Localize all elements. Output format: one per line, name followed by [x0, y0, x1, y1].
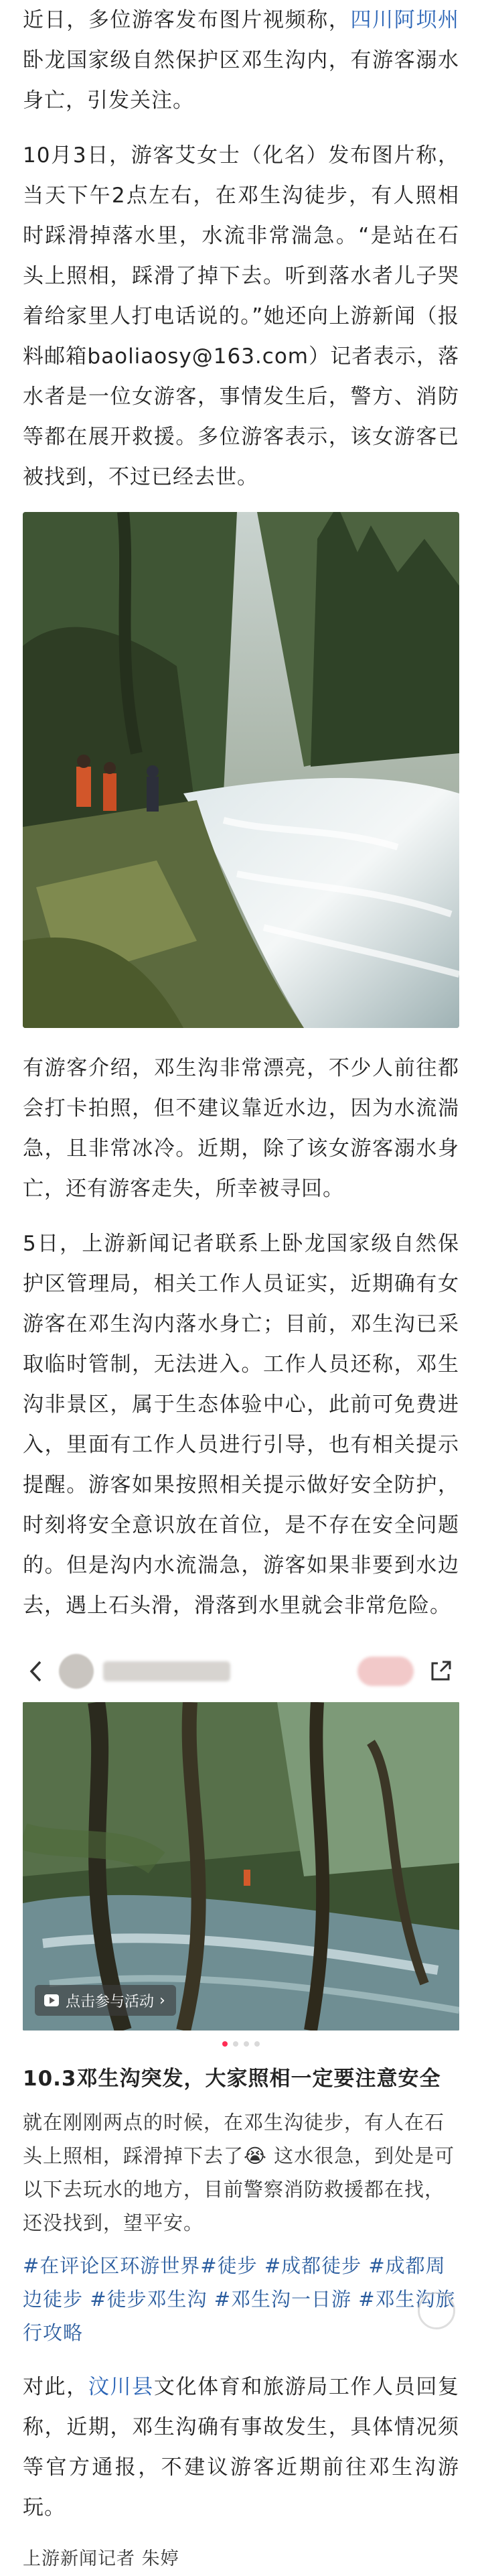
watermark-icon	[418, 2292, 455, 2329]
post-title: 10.3邓生沟突发，大家照相一定要注意安全	[23, 2067, 441, 2091]
article-paragraph-4: 5日，上游新闻记者联系上卧龙国家级自然保护区管理局，相关工作人员证实，近期确有女游客在邓生沟内落水身亡；目前，邓生沟已采取临时管制，无法进入。工作人员还称，邓生沟非景区，属于生态体验中心，此前可免费进入，里面有工作人员进行引导，也有相关提示提醒。游客如果按照相关提示做好安全防护，时刻将安全意识放在首位，是不存在安全问题的。但是沟内水流湍急，游客如果非要到水边去，遇上石头滑，滑落到水里就会非常危险。	[23, 1232, 459, 1618]
carousel-dot[interactable]	[233, 2041, 238, 2047]
embedded-social-post	[23, 1640, 459, 2349]
back-arrow-icon[interactable]	[23, 1658, 50, 1685]
location-link-aba[interactable]: 四川阿坝州	[350, 8, 460, 32]
carousel-dot[interactable]	[244, 2041, 249, 2047]
carousel-dot[interactable]	[222, 2041, 228, 2047]
post-image[interactable]	[23, 1702, 459, 2031]
paragraph-text: 卧龙国家级自然保护区邓生沟内，有游客溺水身亡，引发关注。	[23, 48, 459, 113]
river-rescue-photo	[23, 512, 459, 1028]
activity-label: 点击参与活动	[66, 1993, 155, 2010]
reporter-byline: 上游新闻记者 朱婷	[23, 2549, 179, 2569]
avatar[interactable]	[59, 1654, 94, 1689]
carousel-indicator	[23, 2031, 459, 2057]
follow-button-blurred[interactable]	[357, 1657, 414, 1686]
author-name-blurred	[103, 1661, 230, 1681]
article-paragraph-3: 有游客介绍，邓生沟非常漂亮，不少人前往都会打卡拍照，但不建议靠近水边，因为水流湍急，且非常冰冷。近期，除了该女游客溺水身亡，还有游客走失，所幸被寻回。	[23, 1056, 459, 1201]
post-body: 就在刚刚两点的时候，在邓生沟徒步，有人在石头上照相，踩滑掉下去了😭 这水很急，到处是可以下去玩水的地方，目前警察消防救援都在找，还没找到，望平安。	[23, 2111, 455, 2234]
location-link-wenchuan[interactable]: 汶川县	[88, 2375, 154, 2399]
article-paragraph-5	[23, 2367, 459, 2528]
chevron-right-icon: ›	[159, 1992, 165, 2009]
post-header	[23, 1640, 459, 1702]
play-icon	[43, 1992, 60, 2009]
paragraph-text: 近日，多位游客发布图片视频称，	[23, 8, 351, 32]
post-hashtags[interactable]: #在评论区环游世界#徒步 #成都徒步 #成都周边徒步 #徒步邓生沟 #邓生沟一日游 #邓生沟旅行攻略	[23, 2254, 456, 2344]
paragraph-text: 对此，	[23, 2375, 88, 2399]
share-icon[interactable]	[427, 1658, 454, 1685]
paragraph-text: 文化体育和旅游局工作人员回复称，近期，邓生沟确有事故发生，具体情况须等官方通报，不建议游客近期前往邓生沟游玩。	[23, 2375, 460, 2520]
carousel-dot[interactable]	[254, 2041, 260, 2047]
article-paragraph-2: 10月3日，游客艾女士（化名）发布图片称，当天下午2点左右，在邓生沟徒步，有人照相时踩滑掉落水里，水流非常湍急。“是站在石头上照相，踩滑了掉下去。听到落水者儿子哭着给家里人打电话说的。”她还向上游新闻（报料邮箱baoliaosy@163.com）记者表示，落水者是一位女游客，事情发生后，警方、消防等都在展开救援。多位游客表示，该女游客已被找到，不过已经去世。	[23, 143, 459, 489]
activity-chip[interactable]	[35, 1985, 176, 2016]
article-paragraph-1	[23, 0, 459, 121]
